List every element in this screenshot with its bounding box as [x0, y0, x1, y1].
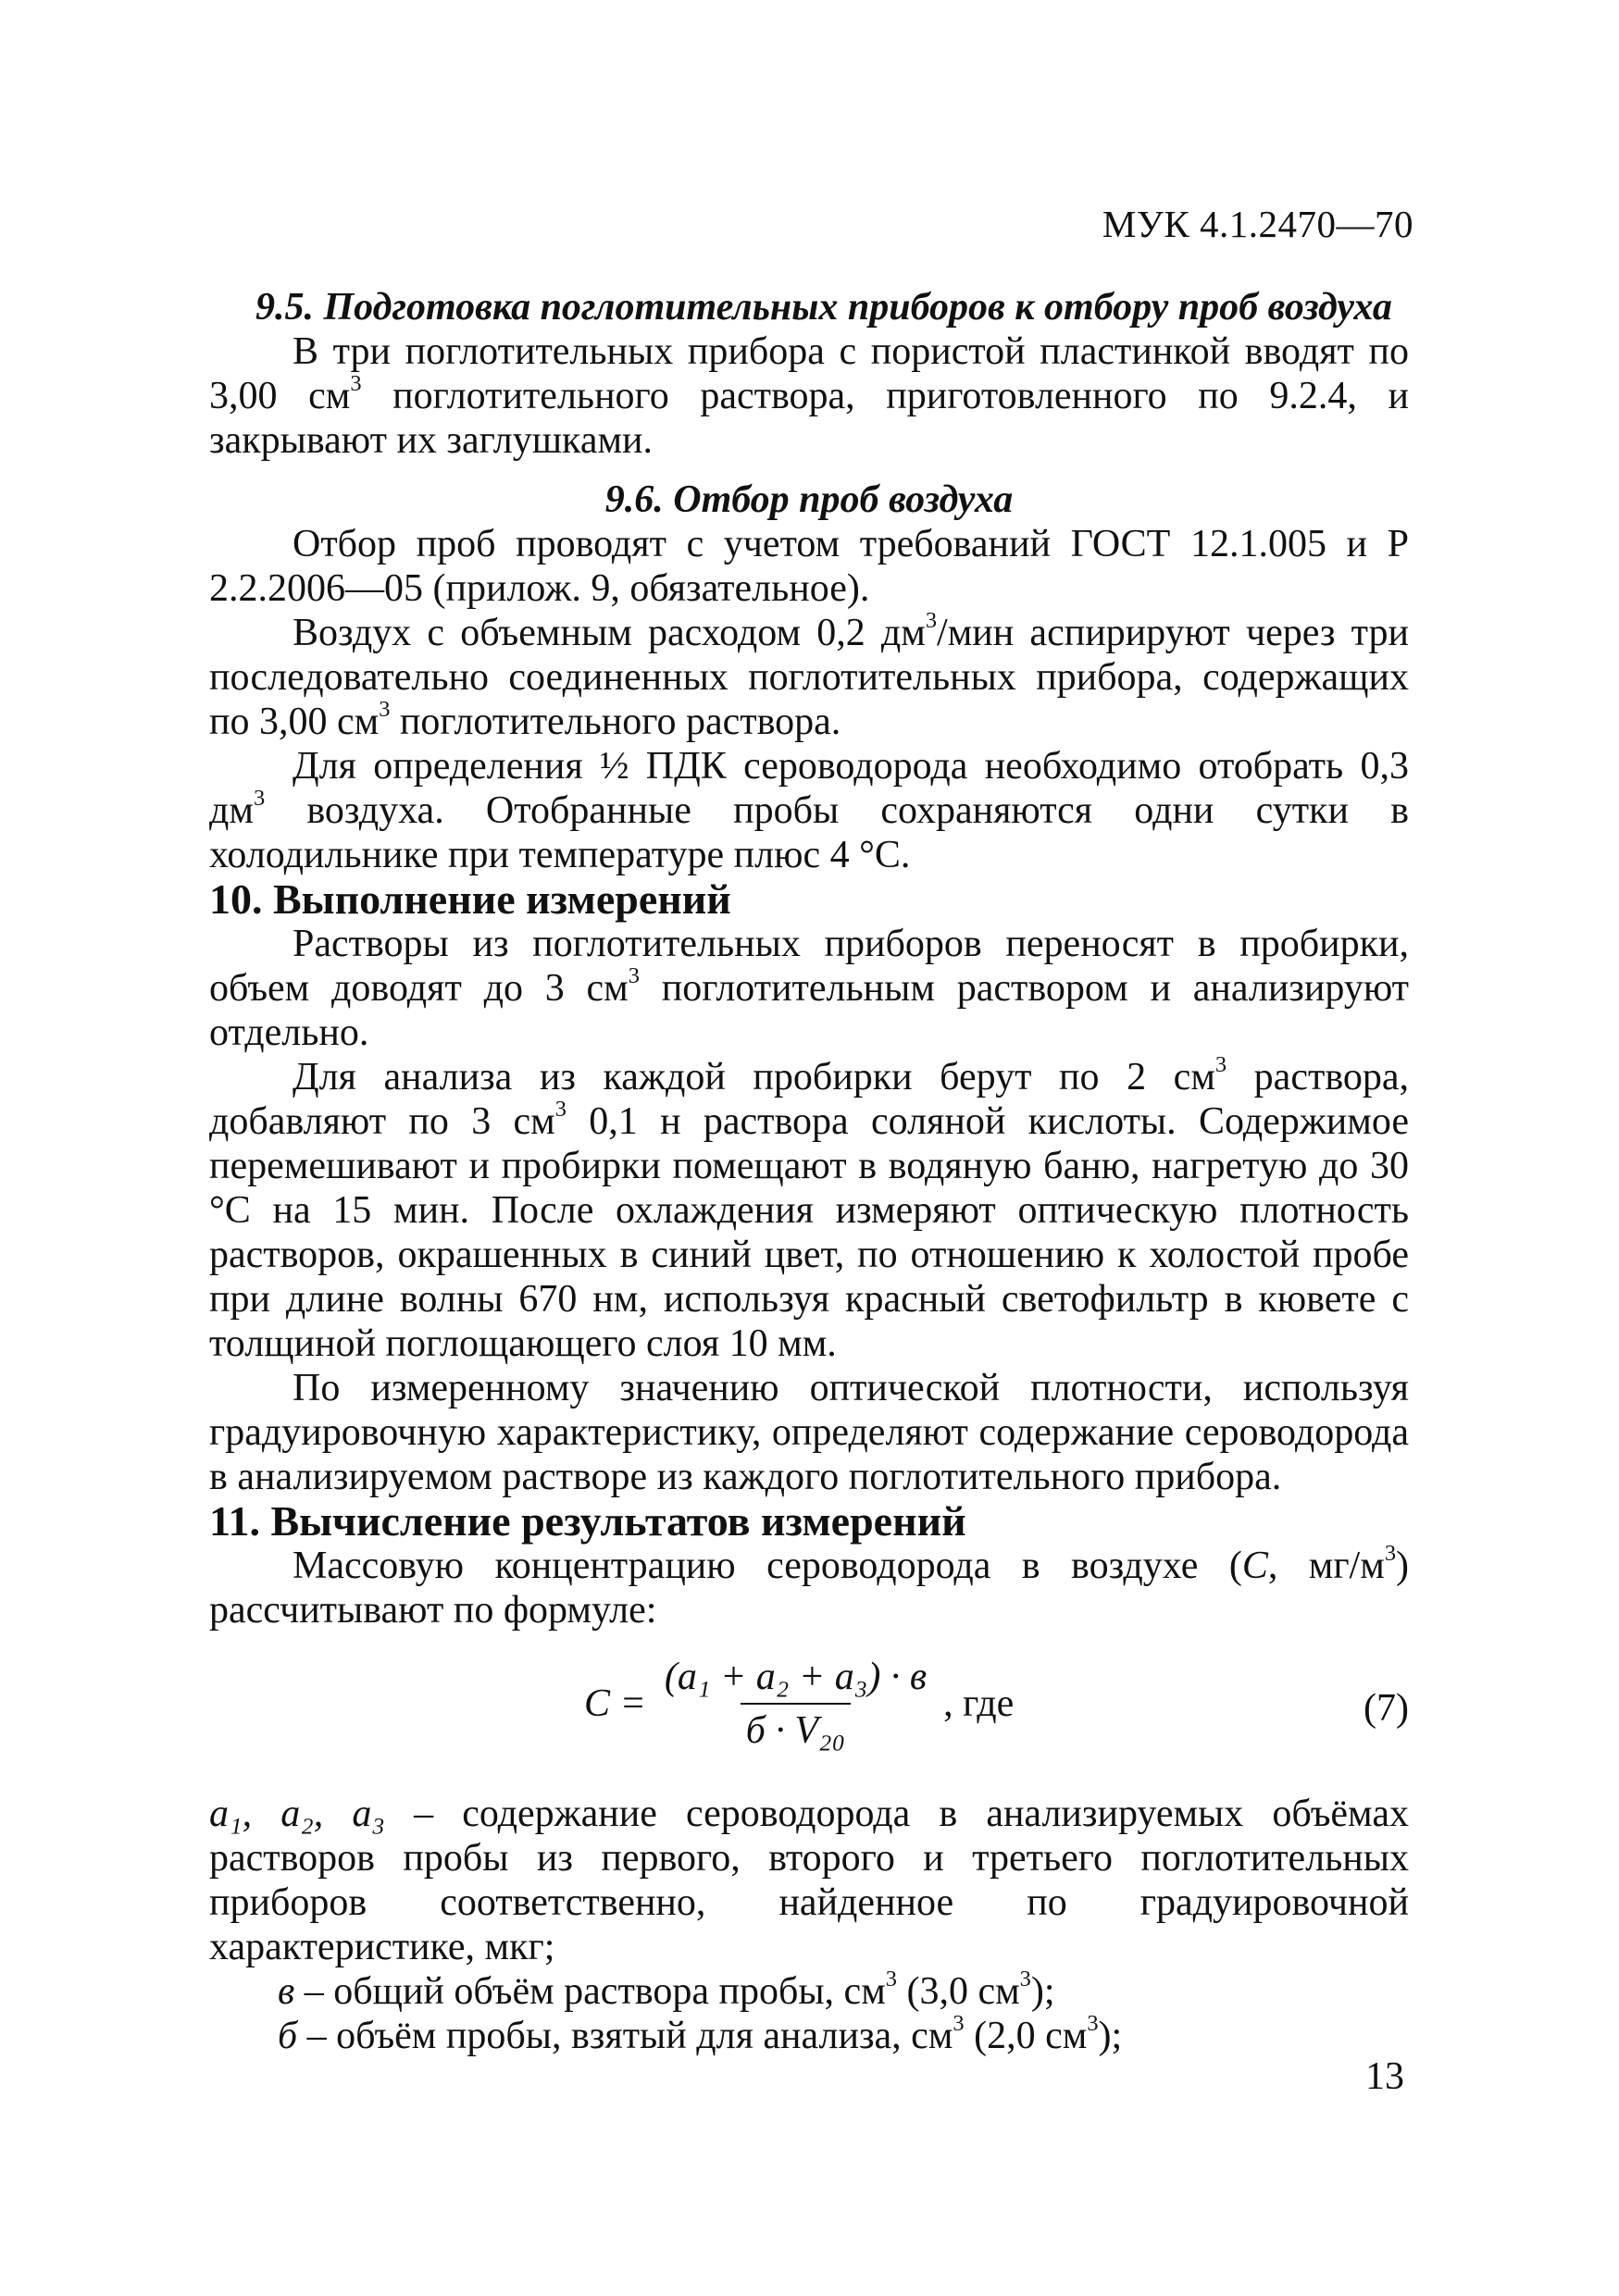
page-number: 13 [1365, 2055, 1404, 2098]
section-10-paragraph-3: По измеренному значению оптической плотности, используя градуировочную характеристику, определяют содержание сероводорода в анализируемом растворе из каждого поглотительного прибора. [209, 1367, 1409, 1498]
equation-number: (7) [1364, 1687, 1409, 1730]
section-9-5-paragraph: В три поглотительных прибора с пористой пластинкой вводят по 3,00 $см^3$ поглотительного раствора, приготовленного по 9.2.4, и закрывают их заглушками. [209, 330, 1409, 462]
section-10-title: 10. Выполнение измерений [209, 875, 731, 923]
formula-suffix: , где [943, 1682, 1015, 1725]
formula-fraction [659, 1655, 932, 1753]
section-9-6-paragraph-2: Воздух с объемным расходом 0,2 $дм^3$/мин аспирируют через три последовательно соединенных поглотительных прибора, содержащих по 3,00 $см^3$ поглотительного раствора. [209, 608, 1410, 743]
definition-v: в – общий объём раствора пробы, $см^3$ (3,0 $см^3$); [278, 1967, 1055, 2013]
section-10-paragraph-2: Для анализа из каждой пробирки берут по 2 $см^3$ раствора, добавляют по 3 $см^3$ 0,1 н раствора соляной кислоты. Содержимое перемешивают и пробирки помещают в водяную баню, нагретую до 30 °С на 15 мин. После охлаждения измеряют оптическую плотность растворов, окрашенных в синий цвет, по отношению к холостой пробе при длине волны 670 нм, используя красный светофильтр в кювете с толщиной поглощающего слоя 10 мм. [209, 1052, 1410, 1365]
formula-lhs: С = [584, 1682, 646, 1725]
section-9-6-heading: 9.6. Отбор проб воздуха [604, 478, 1014, 521]
section-10-paragraph-1: Растворы из поглотительных приборов переносят в пробирки, объем доводят до 3 $см^3$ поглотительным раствором и анализируют отдельно. [209, 923, 1409, 1054]
section-9-5-heading: 9.5. Подготовка поглотительных приборов к отбору проб воздуха [255, 286, 1392, 329]
formula-expression [584, 1655, 1014, 1753]
formula-7 [209, 1645, 1409, 1784]
section-11-paragraph-1: Массовую концентрацию сероводорода в воздухе (С, $мг/м^3$) рассчитывают по формуле: [209, 1541, 1409, 1632]
formula-numerator: (a₁ + a₂ + a₃) · в [664, 1656, 928, 1698]
document-code: МУК 4.1.2470—70 [1102, 203, 1414, 245]
section-9-6-paragraph-1: Отбор проб проводят с учетом требований ГОСТ 12.1.005 и Р 2.2.2006—05 (прилож. 9, обязательное). [209, 523, 1409, 610]
definition-b: б – объём пробы, взятый для анализа, $см^3$ (2,0 $см^3$); [278, 2011, 1123, 2057]
section-9-6-paragraph-3: Для определения ½ ПДК сероводорода необходимо отобрать 0,3 $дм^3$ воздуха. Отобранные пробы сохраняются одни сутки в холодильнике при температуре плюс 4 °С. [209, 745, 1409, 876]
page-content [209, 285, 1409, 2058]
section-11-title: 11. Вычисление результатов измерений [209, 1497, 966, 1545]
definition-a: a₁, a₂, a₃ – содержание сероводорода в анализируемых объёмах растворов пробы из первого, второго и третьего поглотительных приборов соответственно, найденное по градуировочной характеристике, мкг; [209, 1793, 1409, 1968]
formula-denominator: б · V₂₀ [741, 1703, 851, 1753]
